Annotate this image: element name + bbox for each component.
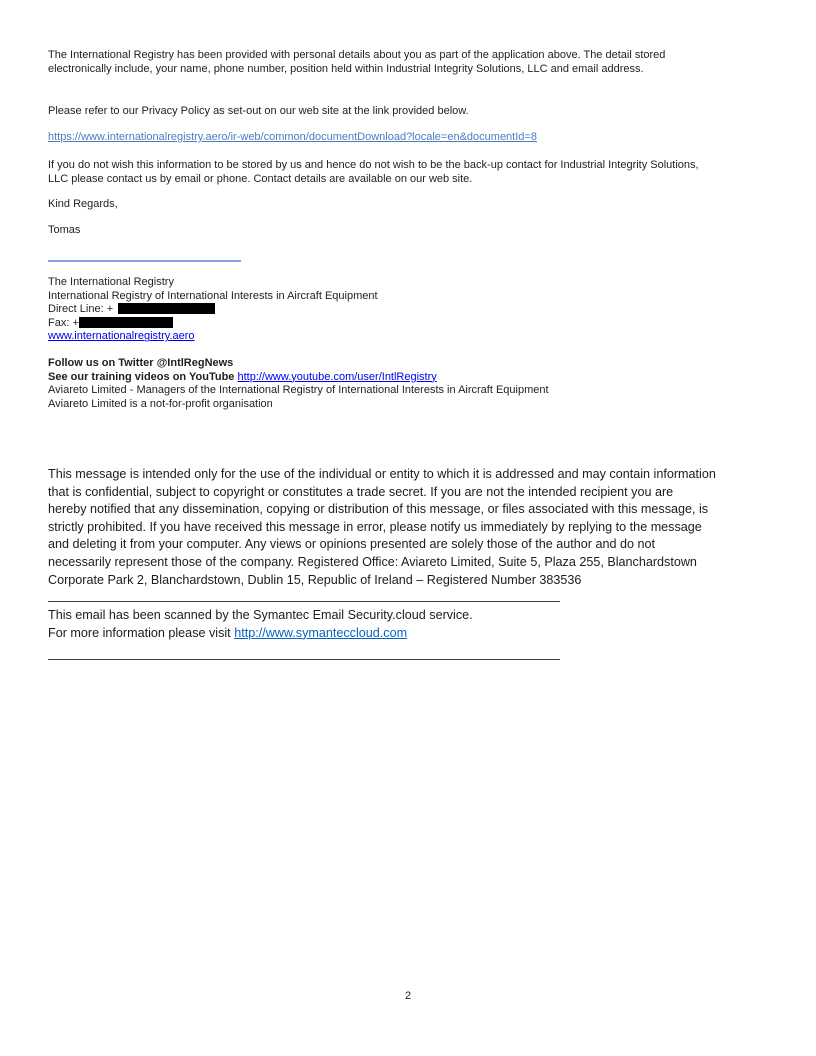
signature-website-row xyxy=(48,330,378,344)
scan-notice-block xyxy=(48,607,473,642)
scan-more-label: For more information please visit xyxy=(48,625,235,640)
redacted-phone-bar xyxy=(118,303,215,314)
signature-block xyxy=(48,276,378,344)
signature-org-name: The International Registry xyxy=(48,276,174,288)
symantec-link[interactable]: http://www.symanteccloud.com xyxy=(234,625,408,640)
page-number: 2 xyxy=(404,990,412,1002)
signature-divider-line xyxy=(48,260,241,262)
youtube-link[interactable]: http://www.youtube.com/user/IntlRegistry xyxy=(237,370,437,383)
signature-org-description: International Registry of International Interests in Aircraft Equipment xyxy=(48,289,378,302)
closing-line: Kind Regards, xyxy=(48,198,118,210)
opt-out-paragraph: If you do not wish this information to be stored by us and hence do not wish to be the back-up contact for Industrial Integrity Solutions, LLC please contact us by email or phone. Contact details are available on our web site. xyxy=(48,159,699,185)
separator-line-bottom xyxy=(48,652,560,660)
direct-line-label: Direct Line: + xyxy=(48,303,117,316)
scan-notice-line: This email has been scanned by the Symantec Email Security.cloud service. xyxy=(48,608,473,622)
aviareto-managers-line: Aviareto Limited - Managers of the International Registry of International Interests in Aircraft Equipment xyxy=(48,384,549,397)
privacy-policy-note: Please refer to our Privacy Policy as set-out on our web site at the link provided below. xyxy=(48,105,469,117)
aviareto-nonprofit-line: Aviareto Limited is a not-for-profit organisation xyxy=(48,397,273,410)
social-block xyxy=(48,357,549,411)
separator-line-top xyxy=(48,594,560,602)
privacy-policy-link[interactable]: https://www.internationalregistry.aero/ir-web/common/documentDownload?locale=en&documentId=8 xyxy=(48,131,537,143)
signature-direct-line xyxy=(48,303,378,317)
registry-website-link[interactable]: www.internationalregistry.aero xyxy=(48,330,195,343)
scan-more-info-line xyxy=(48,625,473,643)
redacted-fax-bar xyxy=(79,317,173,328)
personal-details-paragraph: The International Registry has been provided with personal details about you as part of the application above. The detail stored electronically include, your name, phone number, position held within Industrial Integrity Solutions, LLC and email address. xyxy=(48,49,666,75)
youtube-line xyxy=(48,371,549,385)
legal-disclaimer-paragraph: This message is intended only for the use of the individual or entity to which it is addressed and may contain information that is confidential, subject to copyright or constitutes a trade secret. If you are not the intended recipient you are hereby notified that any dissemination, copying or distribution of this message, or files associated with this message, is strictly prohibited. If you have received this message in error, please notify us immediately by replying to the message and deleting it from your computer. Any views or opinions presented are solely those of the author and do not necessarily represent those of the company. Registered Office: Aviareto Limited, Suite 5, Plaza 255, Blanchardstown Corporate Park 2, Blanchardstown, Dublin 15, Republic of Ireland – Registered Number 383536 xyxy=(48,467,716,587)
fax-label: Fax: + xyxy=(48,316,79,329)
signature-fax-line xyxy=(48,317,378,331)
sender-name: Tomas xyxy=(48,224,81,236)
privacy-link-row xyxy=(48,130,537,144)
youtube-label: See our training videos on YouTube xyxy=(48,370,238,383)
twitter-line: Follow us on Twitter @IntlRegNews xyxy=(48,357,234,369)
